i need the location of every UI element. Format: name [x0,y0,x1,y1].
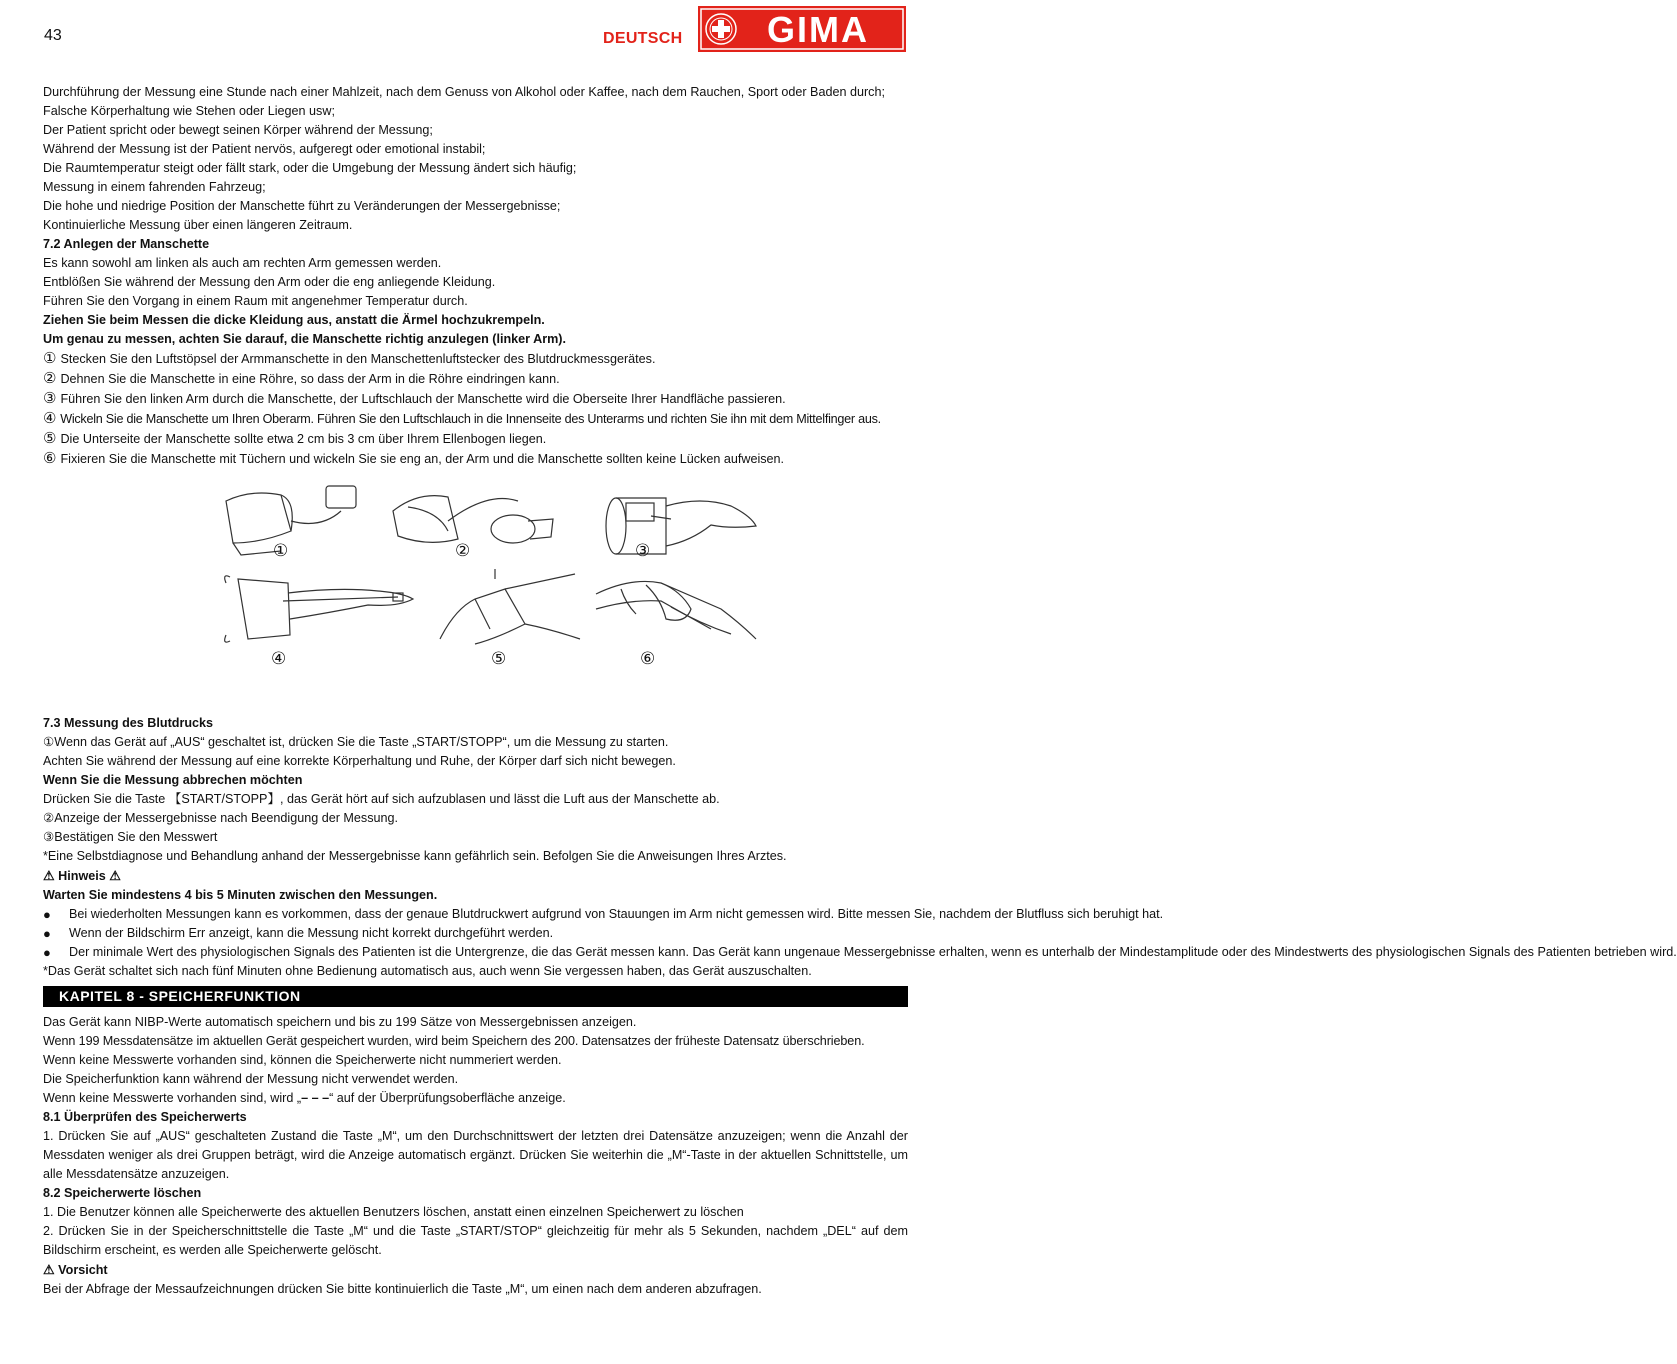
step-line [43,349,908,369]
warning-icon: ⚠ [43,868,55,883]
step-line [43,369,908,389]
bullet-icon: ● [43,926,51,941]
illustration-cuff-position [435,569,585,649]
hint-heading: ⚠ Hinweis ⚠ [43,868,121,883]
page-content [43,83,1677,1299]
gima-logo [698,6,906,52]
step-text: Dehnen Sie die Manschette in eine Röhre, so dass der Arm in die Röhre eindringen kann. [60,372,560,386]
section-heading-7-2: 7.2 Anlegen der Manschette [43,237,210,251]
paragraph: 1. Drücken Sie auf „AUS“ geschalteten Zustand die Taste „M“, um den Durchschnittswert der letzten drei Datensätze anzuzeigen; wenn die Anzahl der Messdaten weniger als drei Gruppen beträgt, wird die Anzeige automatisch ergänzt. Drücken Sie weiterhin die „M“-Taste in der aktuellen Schnittstelle, um alle Messdatensätze anzuzeigen. [43,1129,908,1181]
subheading: Wenn Sie die Messung abbrechen möchten [43,773,303,787]
page-number: 43 [44,27,62,44]
footnote: *Das Gerät schaltet sich nach fünf Minuten ohne Bedienung automatisch aus, auch wenn Sie vergessen haben, das Gerät auszuschalten. [43,964,812,978]
text-line: Kontinuierliche Messung über einen längeren Zeitraum. [43,218,353,232]
section-heading-8-1: 8.1 Überprüfen des Speicherwerts [43,1110,247,1124]
text-line: Das Gerät kann NIBP-Werte automatisch speichern und bis zu 199 Sätze von Messergebnissen anzeigen. [43,1015,637,1029]
text-line: Die hohe und niedrige Position der Manschette führt zu Veränderungen der Messergebnisse; [43,199,561,213]
step-text: Fixieren Sie die Manschette mit Tüchern und wickeln Sie sie eng an, der Arm und die Manschette sollten keine Lücken aufweisen. [60,452,785,466]
step-number: ③ [43,390,57,407]
step-text: Führen Sie den linken Arm durch die Manschette, der Luftschlauch der Manschette wird die Oberseite Ihrer Handfläche passieren. [60,392,786,406]
list-item: ● Wenn der Bildschirm Err anzeigt, kann die Messung nicht korrekt durchgeführt werden. [43,926,554,941]
caution-text: Bei der Abfrage der Messaufzeichnungen drücken Sie bitte kontinuierlich die Taste „M“, um einen nach dem anderen abzufragen. [43,1282,762,1296]
text-line: Wenn keine Messwerte vorhanden sind, können die Speicherwerte nicht nummeriert werden. [43,1053,562,1067]
step-text: Stecken Sie den Luftstöpsel der Armmanschette in den Manschettenluftstecker des Blutdruckmessgerätes. [60,352,656,366]
step-number: ④ [43,410,57,427]
step-line [43,449,908,469]
text-line: Entblößen Sie während der Messung den Arm oder die eng anliegende Kleidung. [43,275,496,289]
step-number: ⑤ [43,430,57,447]
caution-heading: ⚠ Vorsicht [43,1262,108,1277]
figure-number: ② [455,541,471,560]
paragraph: 2. Drücken Sie in der Speicherschnittstelle die Taste „M“ und die Taste „START/STOP“ gleichzeitig für mehr als 5 Sekunden, nachdem „DEL“ auf dem Bildschirm erscheint, es werden alle Speicherwerte gelöscht. [43,1224,908,1257]
illustration-arm-through-cuff [571,481,761,561]
illustration-cuff-tube [388,481,558,561]
text-line: Der Patient spricht oder bewegt seinen Körper während der Messung; [43,123,433,137]
figure-number: ④ [271,649,287,668]
language-label: DEUTSCH [603,30,683,47]
illustration-cuff-fixed [591,569,761,649]
text-line: ③Bestätigen Sie den Messwert [43,830,218,844]
text-line: Durchführung der Messung eine Stunde nach einer Mahlzeit, nach dem Genuss von Alkohol oder Kaffee, nach dem Rauchen, Sport oder Baden durch; [43,85,885,99]
list-item: ● Der minimale Wert des physiologischen Signals des Patienten ist die Untergrenze, die das Gerät messen kann. Das Gerät kann ungenaue Messergebnisse erhalten, wenn es unterhalb der Mindestamplitude oder des Mindestwerts des physiologischen Signals des Patienten betrieben wird. [43,945,1677,960]
bullet-icon: ● [43,945,51,960]
text-line: ①Wenn das Gerät auf „AUS“ geschaltet ist, drücken Sie die Taste „START/STOPP“, um die Messung zu starten. [43,735,669,749]
text-line: Wenn 199 Messdatensätze im aktuellen Gerät gespeichert wurden, wird beim Speichern des 200. Datensatzes der früheste Datensatz überschrieben. [43,1034,865,1048]
step-line [43,429,908,449]
bold-note: Ziehen Sie beim Messen die dicke Kleidung aus, anstatt die Ärmel hochzukrempeln. [43,313,545,327]
step-number: ② [43,370,57,387]
step-number: ① [43,350,57,367]
warning-icon: ⚠ [109,868,121,883]
illustration-cuff-plug [221,481,361,561]
text-line: Führen Sie den Vorgang in einem Raum mit angenehmer Temperatur durch. [43,294,468,308]
text-line: *Eine Selbstdiagnose und Behandlung anhand der Messergebnisse kann gefährlich sein. Befolgen Sie die Anweisungen Ihres Arztes. [43,849,787,863]
bullet-icon: ● [43,907,51,922]
cuff-instruction-figure [43,469,908,714]
section-heading-8-2: 8.2 Speicherwerte löschen [43,1186,202,1200]
text-line: Die Raumtemperatur steigt oder fällt stark, oder die Umgebung der Messung ändert sich häufig; [43,161,577,175]
bold-note: Um genau zu messen, achten Sie darauf, die Manschette richtig anzulegen (linker Arm). [43,332,566,346]
text-line: Messung in einem fahrenden Fahrzeug; [43,180,266,194]
step-line [43,409,908,429]
list-item: ● Bei wiederholten Messungen kann es vorkommen, dass der genaue Blutdruckwert aufgrund von Stauungen im Arm nicht gemessen wird. Bitte messen Sie, nachdem der Blutfluss sich beruhigt hat. [43,907,1164,922]
text-line: Während der Messung ist der Patient nervös, aufgeregt oder emotional instabil; [43,142,486,156]
svg-text:GIMA: GIMA [767,9,869,50]
text-line: Die Speicherfunktion kann während der Messung nicht verwendet werden. [43,1072,459,1086]
step-line [43,389,908,409]
step-text: Wickeln Sie die Manschette um Ihren Oberarm. Führen Sie den Luftschlauch in die Innenseite des Unterarms und richten Sie ihn mit dem Mittelfinger aus. [60,412,881,426]
figure-number: ⑥ [640,649,656,668]
text-line: Achten Sie während der Messung auf eine korrekte Körperhaltung und Ruhe, der Körper darf sich nicht bewegen. [43,754,676,768]
text-line: 1. Die Benutzer können alle Speicherwerte des aktuellen Benutzers löschen, anstatt einen einzelnen Speicherwert zu löschen [43,1205,744,1219]
illustration-wrap-cuff [218,569,418,649]
warning-icon: ⚠ [43,1262,55,1277]
step-text: Die Unterseite der Manschette sollte etwa 2 cm bis 3 cm über Ihrem Ellenbogen liegen. [60,432,547,446]
figure-number: ③ [635,541,651,560]
chapter-heading: KAPITEL 8 - SPEICHERFUNKTION [43,986,908,1007]
text-line: ②Anzeige der Messergebnisse nach Beendigung der Messung. [43,811,399,825]
hint-bold: Warten Sie mindestens 4 bis 5 Minuten zwischen den Messungen. [43,888,438,902]
step-number: ⑥ [43,450,57,467]
text-line: Falsche Körperhaltung wie Stehen oder Liegen usw; [43,104,335,118]
dash-symbol: – – – [301,1091,330,1105]
text-line: Wenn keine Messwerte vorhanden sind, wird „– – –“ auf der Überprüfungsoberfläche anzeige. [43,1091,566,1105]
section-heading-7-3: 7.3 Messung des Blutdrucks [43,716,214,730]
text-line: Drücken Sie die Taste 【START/STOPP】, das Gerät hört auf sich aufzublasen und lässt die Luft aus der Manschette ab. [43,792,720,806]
text-line: Es kann sowohl am linken als auch am rechten Arm gemessen werden. [43,256,442,270]
figure-number: ① [273,541,289,560]
figure-number: ⑤ [491,649,507,668]
